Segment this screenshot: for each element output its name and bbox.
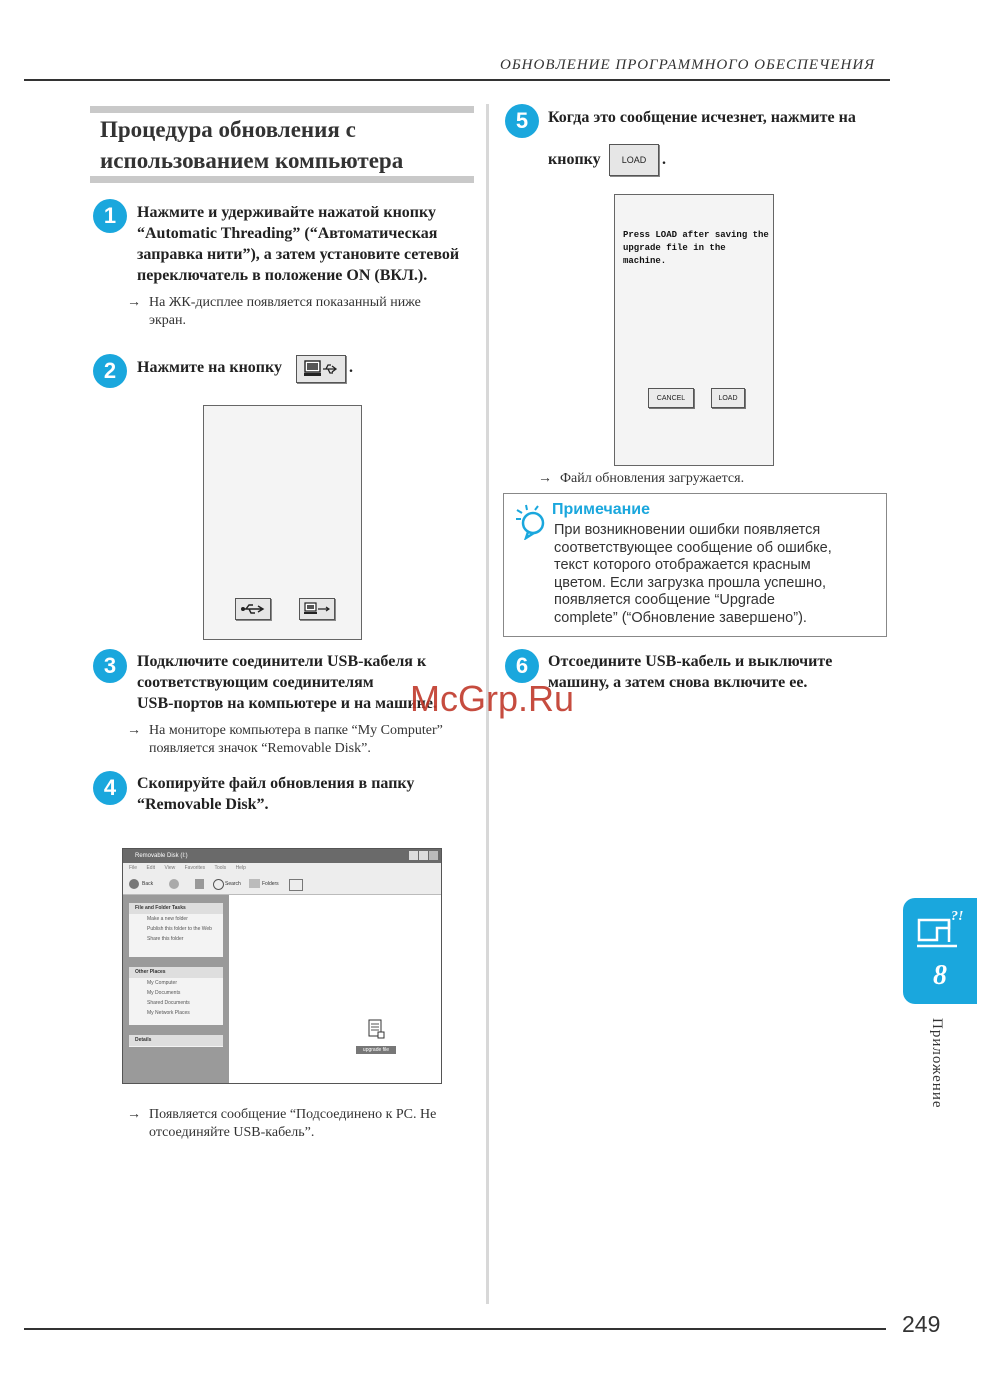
lcd-message [623, 229, 769, 268]
note-title: Примечание [552, 501, 651, 518]
upgrade-file-item[interactable] [356, 1019, 396, 1054]
step-5-dot: . [662, 151, 666, 168]
note-line: появляется сообщение “Upgrade [554, 592, 775, 609]
note-line: При возникновении ошибки появляется [554, 522, 821, 538]
note-line: текст которого отображается красным [554, 557, 811, 574]
menu-file[interactable]: File [129, 865, 138, 871]
lcd-message-line: upgrade file in the [623, 243, 726, 253]
title-bar-bottom [90, 176, 474, 183]
arrow-icon: → [538, 471, 552, 486]
back-icon[interactable] [129, 879, 139, 889]
footer-rule [24, 1328, 886, 1330]
lcd-screen-load [614, 194, 774, 466]
step-3-line: соответствующим соединителям [137, 674, 374, 691]
step-1-result [127, 294, 477, 330]
result-text: На ЖК-дисплее появляется показанный ниже [149, 295, 421, 310]
lcd-cancel-button[interactable]: CANCEL [648, 388, 694, 408]
step-5-line2: кнопку [548, 151, 601, 168]
step-2-badge: 2 [93, 354, 127, 388]
note-line: соответствующее сообщение об ошибке, [554, 539, 832, 556]
file-label: upgrade file [356, 1046, 396, 1054]
views-icon[interactable] [289, 879, 303, 891]
task-pane [123, 895, 229, 1083]
chapter-number: 8 [933, 960, 947, 991]
step-1-line: “Automatic Threading” (“Автоматическая [137, 225, 438, 242]
step-3-badge: 3 [93, 649, 127, 683]
running-header: ОБНОВЛЕНИЕ ПРОГРАММНОГО ОБЕСПЕЧЕНИЯ [500, 57, 876, 73]
menu-favorites[interactable]: Favorites [184, 865, 206, 871]
step-6-badge: 6 [505, 649, 539, 683]
window-titlebar [123, 849, 441, 863]
step-4-text [137, 773, 482, 815]
step-1-line: Нажмите и удерживайте нажатой кнопку [137, 204, 436, 221]
task-link[interactable]: Share this folder [147, 936, 184, 942]
other-places-panel [129, 967, 223, 1025]
result-text: отсоединяйте USB-кабель”. [149, 1125, 315, 1140]
step-6-text [548, 651, 888, 693]
forward-icon[interactable] [169, 879, 179, 889]
step-1-text [137, 202, 482, 286]
task-link[interactable]: Publish this folder to the Web [147, 926, 212, 932]
arrow-icon: → [127, 295, 141, 310]
menu-bar [123, 863, 441, 874]
step-5-badge: 5 [505, 104, 539, 138]
minimize-icon[interactable] [409, 851, 418, 860]
result-text: Появляется сообщение “Подсоединено к PC. Не [149, 1107, 437, 1122]
step-3-line: Подключите соединители USB-кабеля к [137, 653, 427, 670]
pc-usb-icon [304, 360, 338, 378]
result-text: Файл обновления загружается. [560, 471, 745, 486]
lcd-screen-usb [203, 405, 362, 640]
step-2-dot: . [349, 359, 353, 376]
pc-usb-icon [304, 602, 330, 616]
note-line: цветом. Если загрузка прошла успешно, [554, 574, 827, 591]
place-link[interactable]: Shared Documents [147, 1000, 190, 1006]
section-title-line1: Процедура обновления с [100, 117, 356, 142]
section-title [100, 114, 403, 176]
step-3-line: USB-портов на компьютере и на машине. [137, 695, 437, 712]
search-button[interactable]: Search [225, 881, 241, 887]
chapter-tab[interactable] [903, 898, 977, 1004]
sewing-machine-icon [915, 906, 969, 954]
note-body [554, 522, 880, 628]
title-bar-top [90, 106, 474, 113]
step-6-line: машину, а затем снова включите ее. [548, 674, 808, 691]
load-button[interactable]: LOAD [609, 144, 659, 176]
step-5-result [538, 470, 888, 488]
lcd-message-line: machine. [623, 256, 667, 266]
task-link[interactable]: Make a new folder [147, 916, 188, 922]
step-1-badge: 1 [93, 199, 127, 233]
note-box [503, 493, 887, 637]
lcd-message-line: Press LOAD after saving the [623, 230, 769, 240]
maximize-icon[interactable] [419, 851, 428, 860]
result-text: На мониторе компьютера в папке “My Computer” [149, 723, 443, 738]
close-icon[interactable] [429, 851, 438, 860]
header-rule [24, 79, 890, 81]
explorer-window [122, 848, 442, 1084]
step-4-result [127, 1106, 487, 1142]
folders-button[interactable]: Folders [262, 881, 279, 887]
menu-tools[interactable]: Tools [214, 865, 227, 871]
menu-help[interactable]: Help [235, 865, 246, 871]
step-3-result [127, 722, 487, 758]
arrow-icon: → [127, 1107, 141, 1122]
usb-mode-button[interactable] [235, 598, 271, 620]
pc-connect-button[interactable] [296, 355, 346, 383]
panel-header[interactable]: Other Places [129, 967, 223, 978]
step-5-line1: Когда это сообщение исчезнет, нажмите на [548, 109, 856, 126]
file-folder-tasks-panel [129, 903, 223, 957]
menu-edit[interactable]: Edit [146, 865, 156, 871]
step-1-line: заправка нити”), а затем установите сетевой [137, 246, 460, 263]
menu-view[interactable]: View [164, 865, 176, 871]
watermark: McGrp.Ru [410, 678, 575, 719]
toolbar [123, 874, 441, 895]
result-text: экран. [149, 313, 187, 328]
step-2-text: Нажмите на кнопку [137, 359, 282, 376]
place-link[interactable]: My Documents [147, 990, 181, 996]
step-1-line: переключатель в положение ON (ВКЛ.). [137, 267, 428, 284]
arrow-icon: → [127, 723, 141, 738]
step-6-line: Отсоедините USB-кабель и выключите [548, 653, 833, 670]
side-label: Приложение [929, 1018, 945, 1109]
step-4-badge: 4 [93, 771, 127, 805]
pc-mode-button[interactable] [299, 598, 335, 620]
usb-icon [240, 603, 266, 615]
details-panel [129, 1035, 223, 1047]
up-folder-icon[interactable] [195, 879, 204, 889]
note-line: complete” (“Обновление завершено”). [554, 609, 807, 626]
back-button[interactable]: Back [142, 881, 154, 887]
folders-icon[interactable] [249, 879, 260, 888]
section-title-line2: использованием компьютера [100, 148, 404, 173]
panel-header[interactable]: Details [129, 1035, 223, 1046]
lcd-load-button[interactable]: LOAD [711, 388, 745, 408]
section-title-box [90, 106, 474, 184]
file-icon [366, 1019, 386, 1041]
note-bulb-icon [514, 504, 548, 540]
place-link[interactable]: My Computer [147, 980, 178, 986]
place-link[interactable]: My Network Places [147, 1010, 190, 1016]
svg-text:?!: ?! [951, 909, 964, 924]
window-title: Removable Disk (I:) [135, 853, 188, 859]
step-4-line: “Removable Disk”. [137, 796, 269, 813]
result-text: появляется значок “Removable Disk”. [149, 741, 371, 756]
search-icon[interactable] [213, 879, 224, 890]
step-4-line: Скопируйте файл обновления в папку [137, 775, 415, 792]
panel-header[interactable]: File and Folder Tasks [129, 903, 223, 914]
page-number: 249 [902, 1311, 941, 1337]
